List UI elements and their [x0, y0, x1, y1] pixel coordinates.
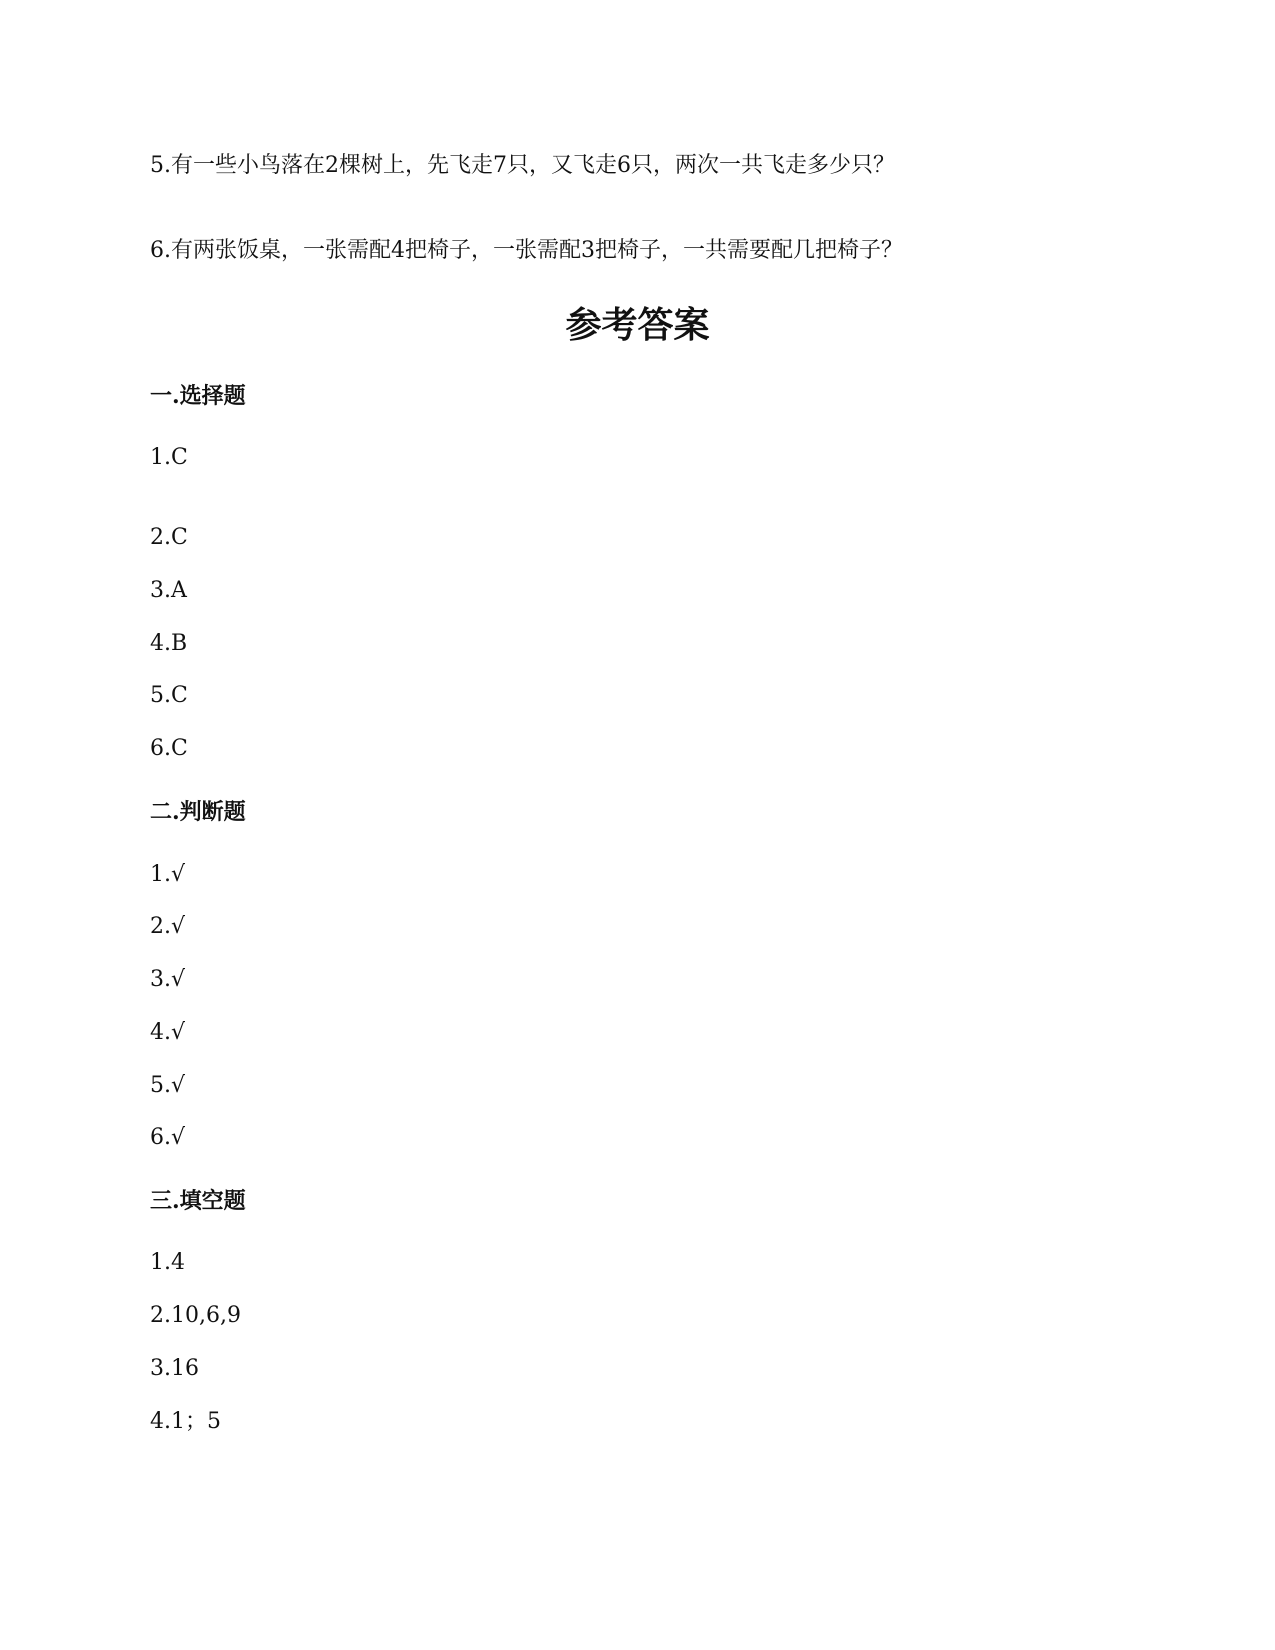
answer-item: 3.√	[150, 967, 186, 992]
answer-item: 4.1；5	[150, 1409, 221, 1434]
answer-item: 6.C	[150, 736, 188, 761]
answer-item: 2.10,6,9	[150, 1303, 241, 1328]
answer-item: 4.B	[150, 631, 188, 656]
answer-item: 4.√	[150, 1020, 186, 1045]
answer-title: 参考答案	[565, 304, 710, 346]
question-5: 5.有一些小鸟落在2棵树上，先飞走7只，又飞走6只，两次一共飞走多少只？	[150, 153, 895, 178]
section-heading-choice: 一.选择题	[150, 383, 246, 409]
answer-item: 1.√	[150, 862, 186, 887]
question-6: 6.有两张饭桌，一张需配4把椅子，一张需配3把椅子，一共需要配几把椅子？	[150, 238, 903, 263]
answer-item: 1.4	[150, 1250, 185, 1275]
answer-item: 3.A	[150, 578, 187, 603]
answer-item: 2.√	[150, 914, 186, 939]
section-heading-judgement: 二.判断题	[150, 799, 246, 825]
section-heading-fill-blank: 三.填空题	[150, 1188, 246, 1214]
answer-item: 5.C	[150, 683, 188, 708]
answer-item: 1.C	[150, 445, 188, 470]
answer-item: 5.√	[150, 1073, 186, 1098]
answer-item: 2.C	[150, 525, 188, 550]
answer-item: 6.√	[150, 1125, 186, 1150]
answer-item: 3.16	[150, 1356, 199, 1381]
